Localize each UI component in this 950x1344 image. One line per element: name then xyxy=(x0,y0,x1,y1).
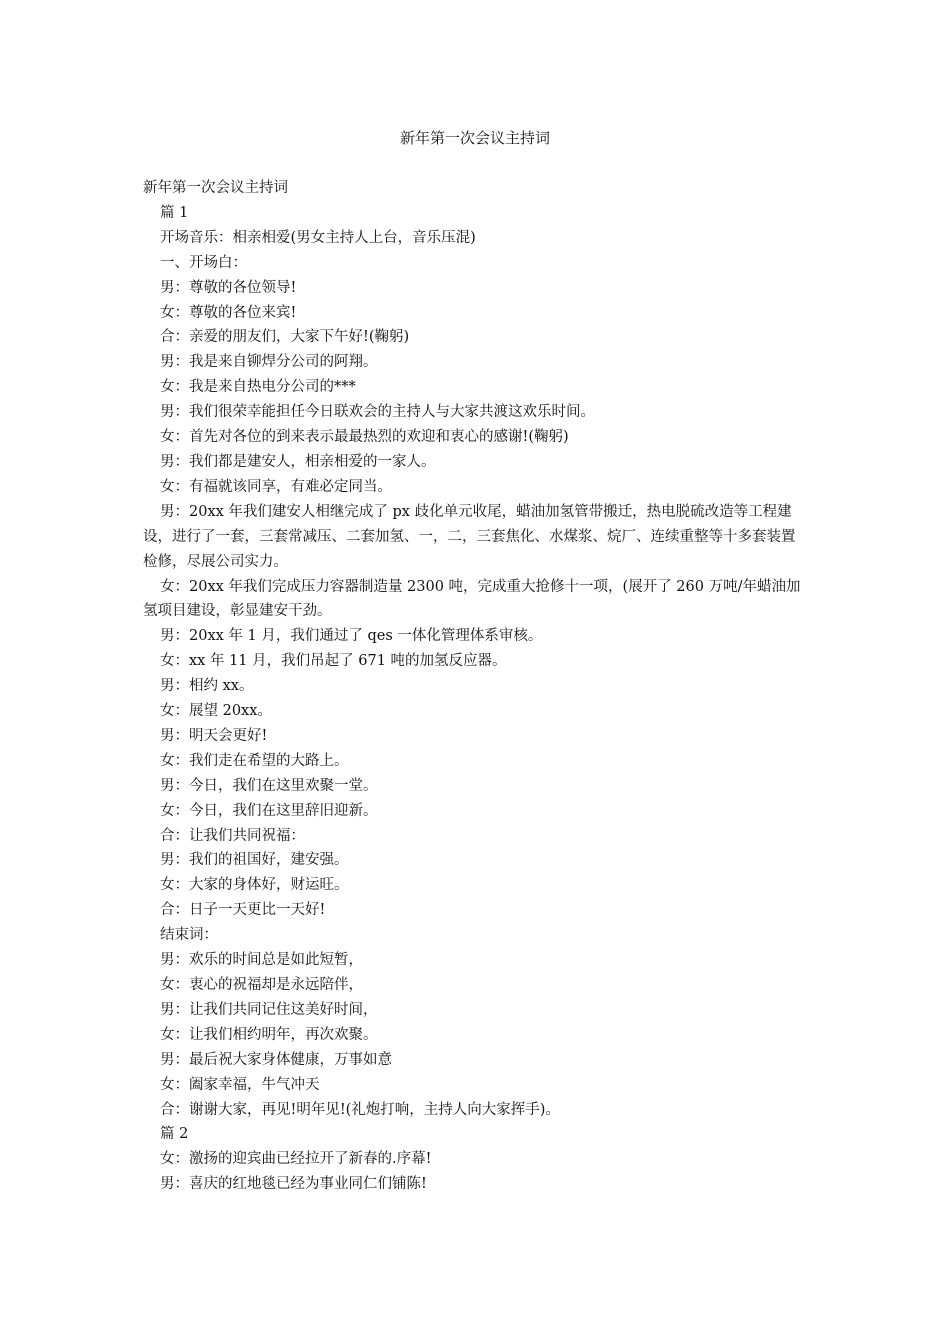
document-paragraph: 男：20xx 年 1 月，我们通过了 qes 一体化管理体系审核。 xyxy=(160,628,543,645)
document-paragraph: 女：20xx 年我们完成压力容器制造量 2300 吨，完成重大抢修十一项，(展开了 260 万吨/年蜡油加氢项目建设，彰显建安干劲。 xyxy=(143,578,801,620)
document-paragraph: 合：亲爱的朋友们，大家下午好!(鞠躬) xyxy=(160,329,410,346)
document-paragraph: 女：激扬的迎宾曲已经拉开了新春的.序幕! xyxy=(160,1151,432,1168)
document-paragraph: 女：大家的身体好，财运旺。 xyxy=(160,877,349,894)
document-paragraph: 女：我是来自热电分公司的*** xyxy=(160,379,356,396)
document-paragraph: 合：让我们共同祝福： xyxy=(160,827,305,844)
document-paragraph: 女：我们走在希望的大路上。 xyxy=(160,752,349,769)
document-paragraph: 男：我们很荣幸能担任今日联欢会的主持人与大家共渡这欢乐时间。 xyxy=(160,404,595,421)
document-paragraph: 女：展望 20xx。 xyxy=(160,703,272,720)
document-paragraph: 女：今日，我们在这里辞旧迎新。 xyxy=(160,802,378,819)
document-paragraph: 合：日子一天更比一天好! xyxy=(160,902,326,919)
document-paragraph: 男：最后祝大家身体健康，万事如意 xyxy=(160,1051,392,1068)
document-paragraph: 女：尊敬的各位来宾! xyxy=(160,304,297,321)
document-paragraph: 男：今日，我们在这里欢聚一堂。 xyxy=(160,777,378,794)
document-paragraph: 一、开场白： xyxy=(160,254,247,271)
document-body xyxy=(143,176,807,1197)
document-paragraph: 男：我是来自铆焊分公司的阿翔。 xyxy=(160,354,378,371)
document-paragraph: 女：xx 年 11 月，我们吊起了 671 吨的加氢反应器。 xyxy=(160,653,507,670)
document-paragraph: 男：20xx 年我们建安人相继完成了 px 歧化单元收尾，蜡油加氢管带搬迁，热电脱硫改造等工程建设，进行了一套，三套常减压、二套加氢、一，二，三套焦化、水煤浆、烷厂、连续重整等十多套装置检修，尽展公司实力。 xyxy=(143,503,796,570)
document-title: 新年第一次会议主持词 xyxy=(399,129,550,147)
document-paragraph: 新年第一次会议主持词 xyxy=(143,180,288,196)
document-paragraph: 女：有福就该同享，有难必定同当。 xyxy=(160,478,392,495)
document-paragraph: 男：相约 xx。 xyxy=(160,678,254,695)
document-paragraph: 男：我们都是建安人，相亲相爱的一家人。 xyxy=(160,453,436,470)
document-paragraph: 男：喜庆的红地毯已经为事业同仁们铺陈! xyxy=(160,1176,427,1193)
document-paragraph: 女：衷心的祝福却是永远陪伴， xyxy=(160,977,363,993)
document-paragraph: 结束词： xyxy=(160,927,218,944)
document-paragraph: 女：阖家幸福，牛气冲天 xyxy=(160,1076,320,1093)
document-paragraph: 合：谢谢大家，再见!明年见!(礼炮打响，主持人向大家挥手)。 xyxy=(160,1101,560,1118)
document-paragraph: 男：欢乐的时间总是如此短暂， xyxy=(160,952,363,969)
document-paragraph: 男：让我们共同记住这美好时间， xyxy=(160,1001,378,1018)
document-paragraph: 女：首先对各位的到来表示最最热烈的欢迎和衷心的感谢!(鞠躬) xyxy=(160,429,569,446)
document-paragraph: 男：明天会更好! xyxy=(160,727,268,744)
document-paragraph: 开场音乐：相亲相爱(男女主持人上台，音乐压混) xyxy=(160,229,476,246)
document-paragraph: 篇 2 xyxy=(160,1126,189,1143)
document-paragraph: 男：我们的祖国好，建安强。 xyxy=(160,852,349,869)
document-paragraph: 女：让我们相约明年，再次欢聚。 xyxy=(160,1026,378,1043)
document-paragraph: 篇 1 xyxy=(160,204,189,221)
document-paragraph: 男：尊敬的各位领导! xyxy=(160,279,297,296)
